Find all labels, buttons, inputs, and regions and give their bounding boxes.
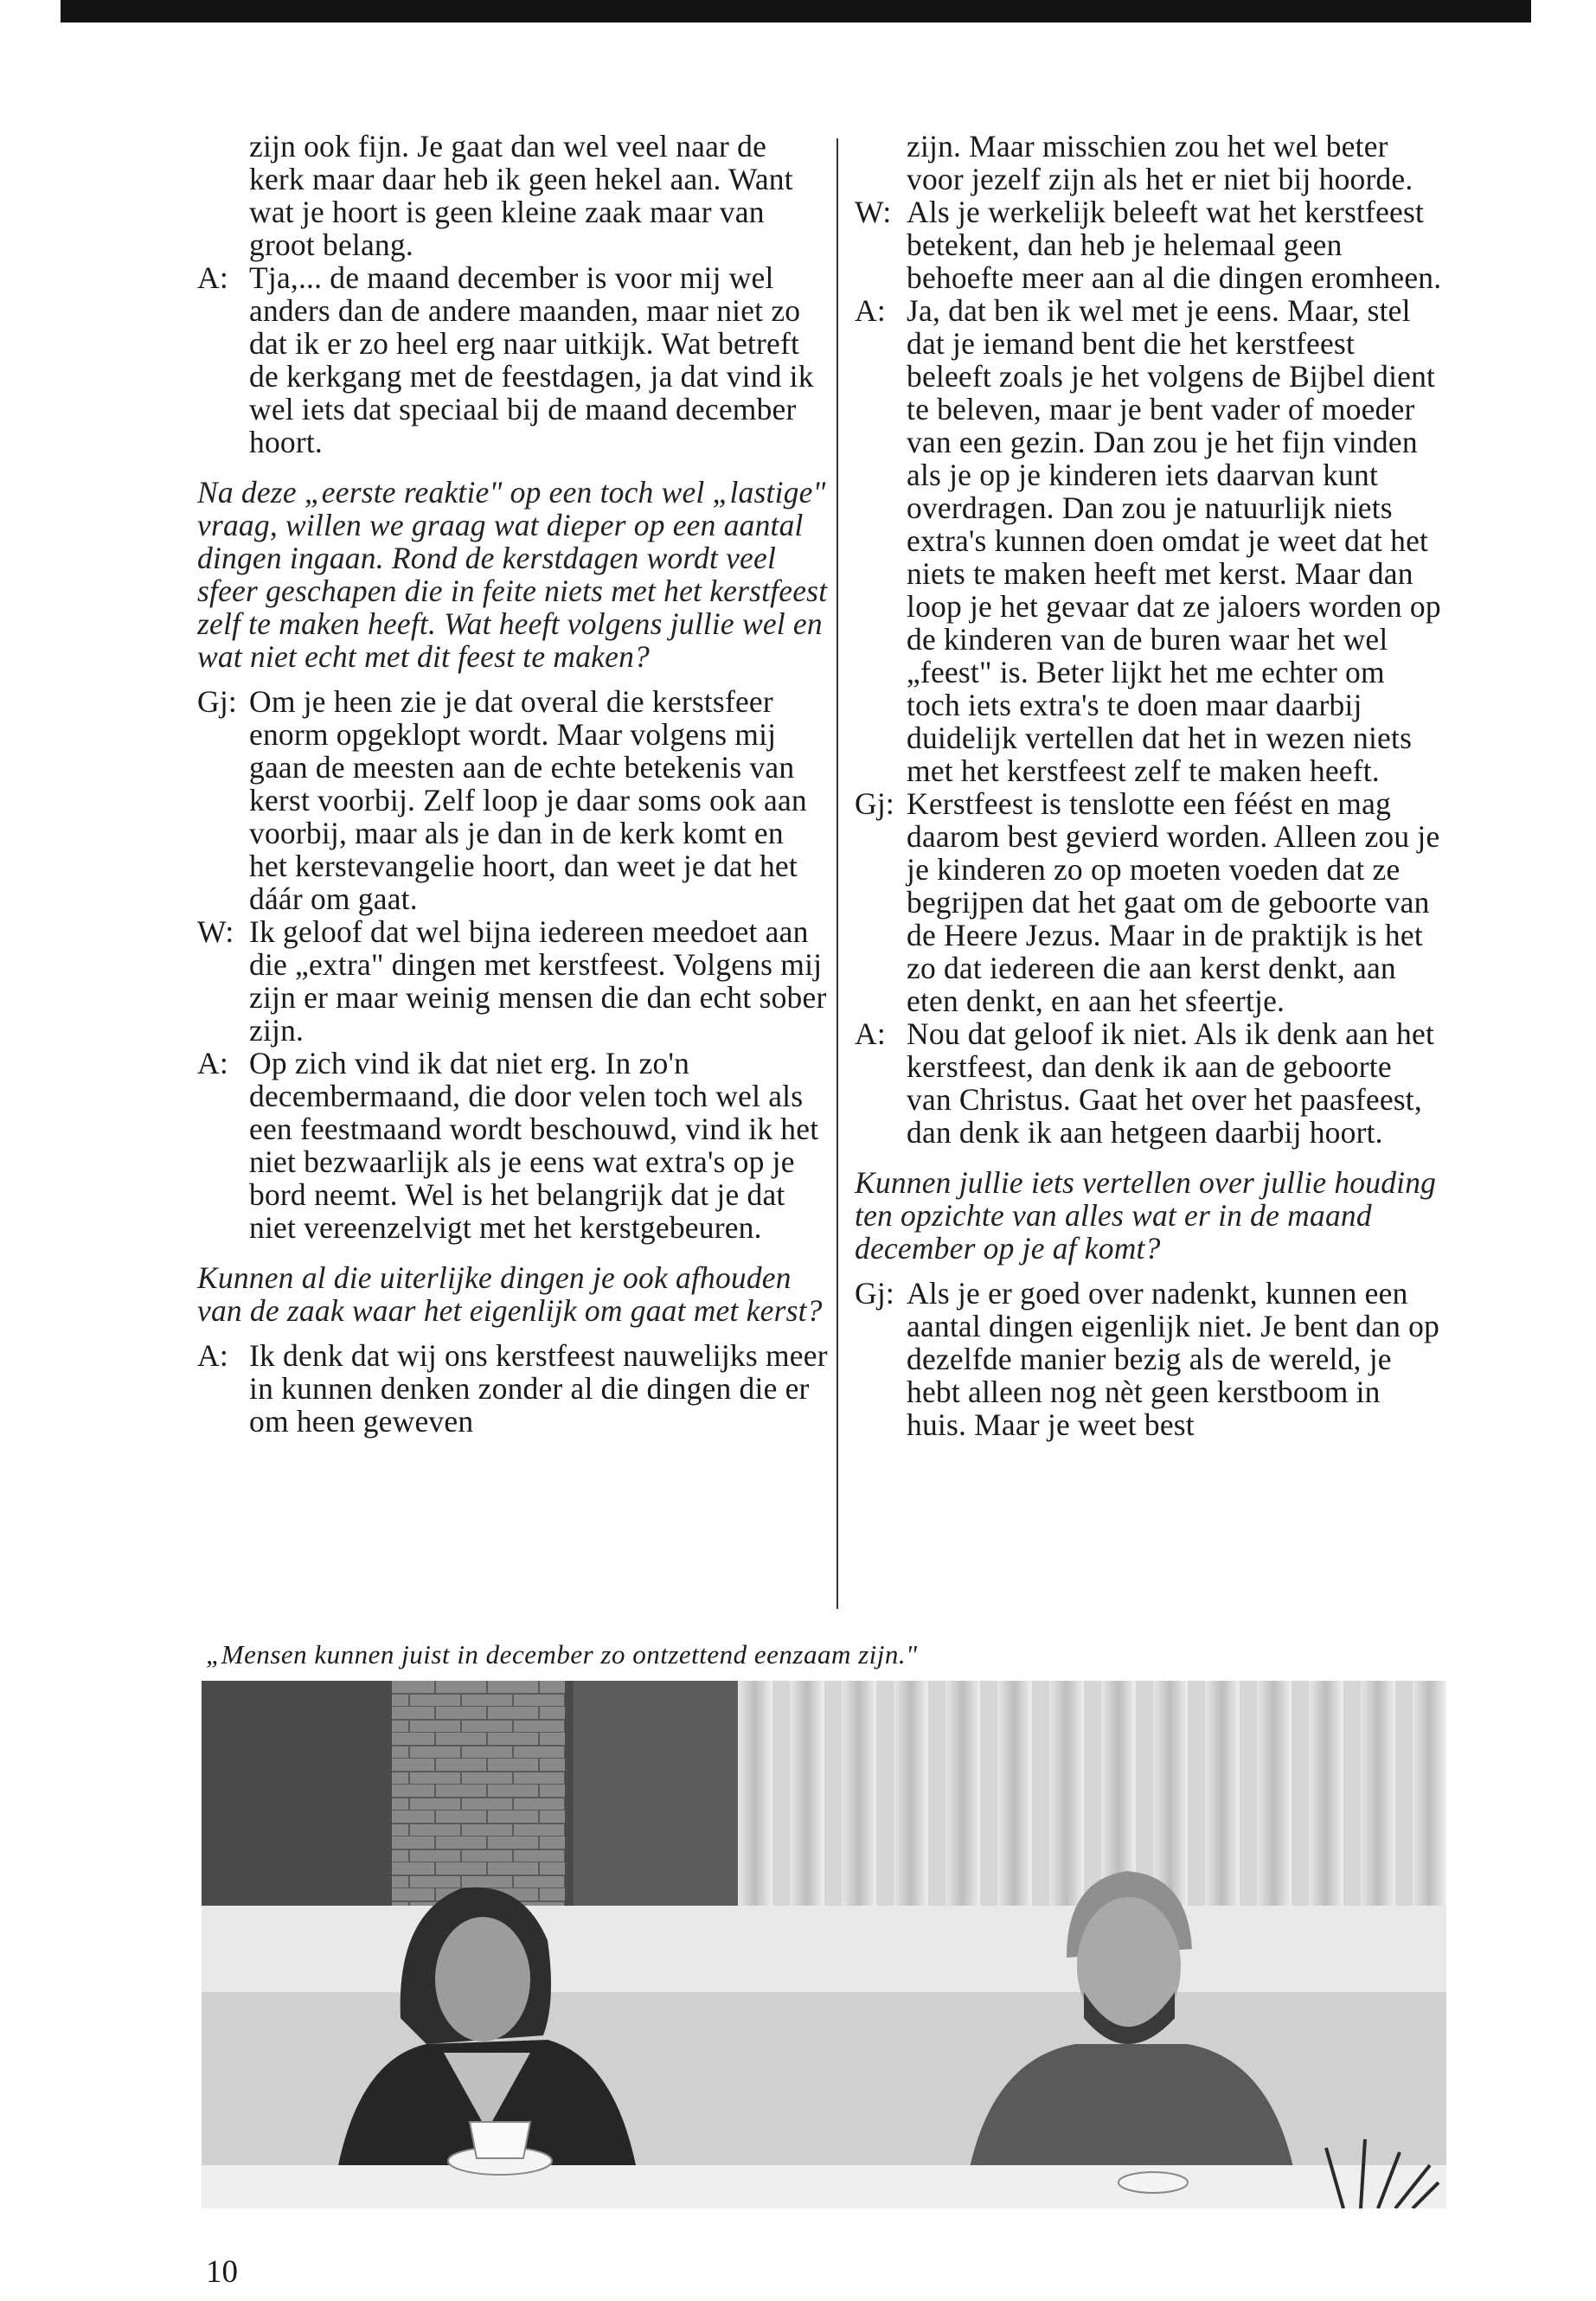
interview-question: Kunnen al die uiterlijke dingen je ook afhouden van de zaak waar het eigenlijk om gaat met kerst? (197, 1260, 823, 1328)
speaker-label: W: (855, 195, 892, 229)
speaker-label: A: (197, 1338, 228, 1373)
interview-question: Kunnen jullie iets vertellen over jullie houding ten opzichte van alles wat er in de maand december op je af komt? (855, 1165, 1437, 1266)
interview-photo (202, 1681, 1446, 2208)
speaker-label: Gj: (197, 684, 237, 719)
interview-question: Na deze „eerste reaktie" op een toch wel „lastige" vraag, willen we graag wat dieper op een aantal dingen ingaan. Rond de kerstdagen wordt veel sfeer geschapen die in feite niets met het kerstfeest zelf te maken heeft. Wat heeft volgens jullie wel en wat niet echt met dit feest te maken? (197, 475, 828, 674)
speaker-text: Nou dat geloof ik niet. Als ik denk aan het kerstfeest, dan denk ik aan de geboorte van Christus. Gaat het over het paasfeest, dan denk ik aan hetgeen daarbij hoort. (907, 1016, 1435, 1150)
speaker-paragraph (197, 915, 829, 1047)
speaker-text: Als je werkelijk beleeft wat het kerstfeest betekent, dan heb je helemaal geen behoefte meer aan al die dingen eromheen. (907, 195, 1442, 295)
speaker-paragraph (855, 1017, 1443, 1149)
photo-caption: „Mensen kunnen juist in december zo ontzettend eenzaam zijn." (206, 1639, 918, 1670)
left-text-column (197, 130, 829, 1438)
speaker-paragraph (855, 1277, 1443, 1441)
speaker-text: Ik geloof dat wel bijna iedereen meedoet aan die „extra" dingen met kerstfeest. Volgens mij zijn er maar weinig mensen die dan echt sober zijn. (249, 914, 827, 1048)
paragraph: zijn ook fijn. Je gaat dan wel veel naar de kerk maar daar heb ik geen hekel aan. Want wat je hoort is geen kleine zaak maar van groot belang. (249, 129, 793, 262)
speaker-label: A: (197, 260, 228, 295)
speaker-label: Gj: (855, 1276, 894, 1311)
speaker-text: Op zich vind ik dat niet erg. In zo'n decembermaand, die door velen toch wel als een feestmaand wordt beschouwd, vind ik het niet bezwaarlijk als je eens wat extra's op je bord neemt. Wel is het belangrijk dat je dat niet vereenzelvigt met het kerstgebeuren. (249, 1046, 819, 1245)
speaker-paragraph (855, 294, 1443, 787)
speaker-paragraph (197, 261, 829, 458)
speaker-label: A: (855, 1016, 886, 1051)
photo-illustration (202, 1681, 1446, 2208)
speaker-text: Als je er goed over nadenkt, kunnen een aantal dingen eigenlijk niet. Je bent dan op dezelfde manier bezig als de wereld, je hebt alleen nog nèt geen kerstboom in huis. Maar je weet best (907, 1276, 1440, 1442)
speaker-label: Gj: (855, 786, 894, 821)
speaker-text: Ja, dat ben ik wel met je eens. Maar, stel dat je iemand bent die het kerstfeest beleeft zoals je het volgens de Bijbel dient te beleven, maar je bent vader of moeder van een gezin. Dan zou je het fijn vinden als je op je kinderen iets daarvan kunt overdragen. Dan zou je natuurlijk niets extra's kunnen doen omdat je weet dat het niets te maken heeft met kerst. Maar dan loop je het gevaar dat ze jaloers worden op de kinderen van de buren waar het wel „feest" is. Beter lijkt het me echter om toch iets extra's te doen maar daarbij duidelijk vertellen dat het in wezen niets met het kerstfeest zelf te maken heeft. (907, 293, 1441, 788)
page-number: 10 (206, 2254, 238, 2290)
column-divider (836, 138, 838, 1609)
speaker-paragraph (197, 1047, 829, 1244)
speaker-text: Kerstfeest is tenslotte een féést en mag daarom best gevierd worden. Alleen zou je je kinderen zo op moeten voeden dat ze begrijpen dat het gaat om de geboorte van de Heere Jezus. Maar in de praktijk is het zo dat iedereen die aan kerst denkt, aan eten denkt, en aan het sfeertje. (907, 786, 1440, 1018)
speaker-label: A: (855, 293, 886, 328)
speaker-paragraph (855, 787, 1443, 1017)
speaker-paragraph (197, 685, 829, 915)
speaker-paragraph (855, 195, 1443, 294)
top-border-rule (61, 0, 1531, 22)
speaker-text: Tja,... de maand december is voor mij wel anders dan de andere maanden, maar niet zo dat ik er zo heel erg naar uitkijk. Wat betreft de kerkgang met de feestdagen, ja dat vind ik wel iets dat speciaal bij de maand december hoort. (249, 260, 814, 459)
right-text-column (855, 130, 1443, 1441)
speaker-label: W: (197, 914, 234, 949)
paragraph: zijn. Maar misschien zou het wel beter voor jezelf zijn als het er niet bij hoorde. (907, 129, 1413, 196)
speaker-label: A: (197, 1046, 228, 1080)
cup-right (1118, 2172, 1188, 2193)
speaker-text: Ik denk dat wij ons kerstfeest nauwelijks meer in kunnen denken zonder al die dingen die er om heen geweven (249, 1338, 828, 1439)
speaker-text: Om je heen zie je dat overal die kerstsfeer enorm opgeklopt wordt. Maar volgens mij gaan de meesten aan de echte betekenis van kerst voorbij. Zelf loop je daar soms ook aan voorbij, maar als je dan in de kerk komt en het kerstevangelie hoort, dan weet je dat het dáár om gaat. (249, 684, 807, 916)
speaker-paragraph (197, 1339, 829, 1438)
